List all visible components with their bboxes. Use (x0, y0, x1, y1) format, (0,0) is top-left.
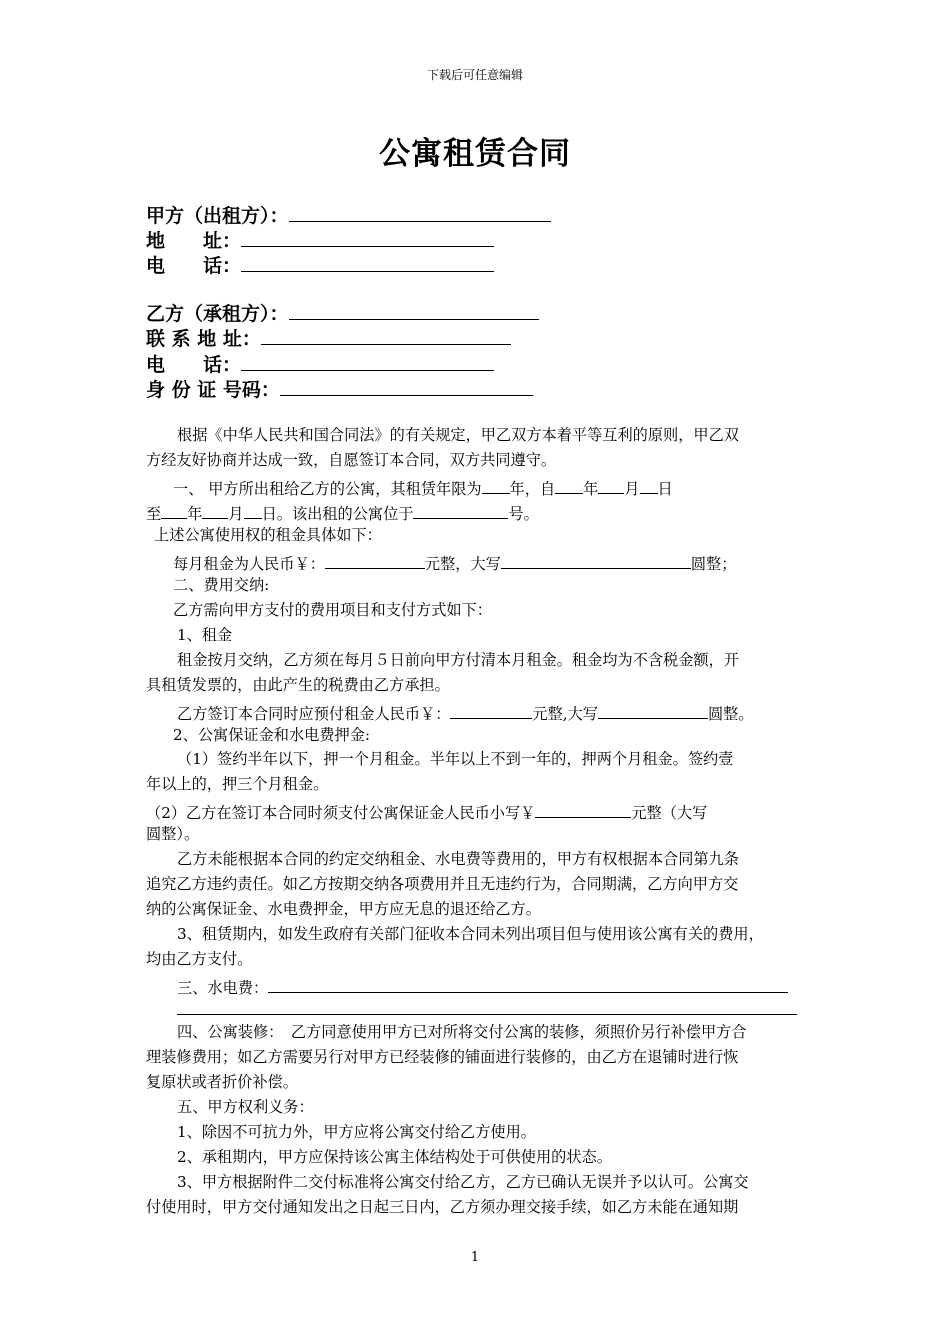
paragraph: 四、公寓装修： 乙方同意使用甲方已对所将交付公寓的装修，须照价另行补偿甲方合 (177, 1023, 747, 1041)
blank (161, 503, 187, 519)
text: 圆整； (690, 555, 737, 573)
rent-line (173, 553, 736, 572)
paragraph: 纳的公寓保证金、水电费押金，甲方应无息的退还给乙方。 (146, 900, 541, 918)
text: 日 (657, 480, 673, 498)
text: （2）乙方在签订本合同时须支付公寓保证金人民币小写￥ (146, 804, 536, 822)
paragraph: 3、租赁期内，如发生政府有关部门征收本合同未列出项目但与使用该公寓有关的费用， (177, 925, 764, 943)
text: 元整,大写 (532, 705, 598, 723)
paragraph: 根据《中华人民共和国合同法》的有关规定，甲乙双方本着平等互利的原则，甲乙双 (177, 426, 739, 444)
party-b-phone-label: 电 话： (146, 354, 242, 376)
blank (501, 553, 691, 569)
party-a-label: 甲方（出租方）： (146, 205, 289, 227)
clause-1-line-2 (146, 503, 539, 522)
blank (450, 703, 532, 719)
paragraph: 追究乙方违约责任。如乙方按期交纳各项费用并且无违约行为，合同期满，乙方向甲方交 (146, 875, 739, 893)
party-b-phone-blank (241, 352, 494, 371)
text: 号。 (508, 505, 539, 523)
paragraph: 乙方需向甲方支付的费用项目和支付方式如下： (173, 601, 492, 619)
text: 三、水电费： (177, 979, 269, 997)
party-b-phone-line (146, 350, 494, 377)
blank (598, 478, 624, 494)
paragraph: 2、公寓保证金和水电费押金: (173, 726, 371, 744)
paragraph: 租金按月交纳，乙方须在每月５日前向甲方付清本月租金。租金均为不含税金额，开 (177, 651, 739, 669)
text: 圆整。 (707, 705, 754, 723)
blank (413, 503, 508, 519)
party-b-id-label: 身 份 证 号码： (146, 379, 280, 401)
party-b-id-blank (280, 377, 533, 396)
party-b-contact-label: 联 系 地 址： (146, 328, 261, 350)
text: 每月租金为人民币￥： (173, 555, 325, 573)
text: 年 (187, 505, 203, 523)
party-a-line (146, 201, 551, 228)
party-a-phone-blank (241, 253, 494, 272)
party-b-label: 乙方（承租方）： (146, 303, 289, 325)
paragraph: 付使用时，甲方交付通知发出之日起三日内，乙方须办理交接手续，如乙方未能在通知期 (146, 1198, 739, 1216)
paragraph: 1、除因不可抗力外，甲方应将公寓交付给乙方使用。 (177, 1123, 536, 1141)
paragraph: 均由乙方支付。 (146, 950, 253, 968)
blank (202, 503, 228, 519)
paragraph: 年以上的，押三个月租金。 (146, 775, 329, 793)
paragraph: 方经友好协商并达成一致，自愿签订本合同，双方共同遵守。 (146, 451, 557, 469)
utilities-line (177, 977, 788, 996)
party-b-contact-line (146, 324, 511, 351)
paragraph: 3、甲方根据附件二交付标准将公寓交付给乙方，乙方已确认无误并予以认可。公寓交 (177, 1173, 749, 1191)
party-b-id-line (146, 375, 533, 402)
utilities-blank-line (177, 1014, 797, 1015)
section-heading: 五、甲方权利义务： (177, 1098, 314, 1116)
party-a-phone-label: 电 话： (146, 255, 242, 277)
blank (555, 478, 583, 494)
clause-1-line-1 (173, 478, 673, 497)
party-b-line (146, 299, 539, 326)
party-b-blank (289, 301, 539, 320)
text: 年，自 (509, 480, 556, 498)
paragraph: 复原状或者折价补偿。 (146, 1073, 298, 1091)
text: 一、 甲方所出租给乙方的公寓，其租赁年限为 (173, 480, 482, 498)
blank (640, 478, 658, 494)
text: 元整（大写 (631, 804, 708, 822)
party-a-address-blank (241, 228, 494, 247)
party-b-contact-blank (261, 326, 511, 345)
blank (268, 977, 788, 993)
paragraph: 圆整）。 (146, 825, 200, 843)
header-note: 下载后可任意编辑 (426, 68, 523, 82)
blank (598, 703, 708, 719)
page-number: 1 (470, 1250, 480, 1265)
party-a-phone-line (146, 251, 494, 278)
paragraph: 2、承租期内，甲方应保持该公寓主体结构处于可供使用的状态。 (177, 1148, 612, 1166)
paragraph: （1）签约半年以下，押一个月租金。半年以上不到一年的，押两个月租金。签约壹 (177, 750, 734, 768)
text: 至 (146, 505, 162, 523)
blank (244, 503, 262, 519)
text: 月 (624, 480, 640, 498)
party-a-blank (289, 203, 551, 222)
text: 乙方签订本合同时应预付租金人民币￥： (177, 705, 451, 723)
text: 月 (228, 505, 244, 523)
party-a-address-line (146, 226, 494, 253)
paragraph: 理装修费用；如乙方需要另行对甲方已经装修的铺面进行装修的，由乙方在退铺时进行恢 (146, 1048, 739, 1066)
paragraph: 1、租金 (177, 626, 233, 644)
deposit-line (146, 802, 707, 821)
party-a-address-label: 地 址： (146, 230, 242, 252)
text: 日。该出租的公寓位于 (261, 505, 414, 523)
paragraph: 上述公寓使用权的租金具体如下： (154, 526, 382, 544)
section-heading: 二、费用交纳: (173, 576, 270, 594)
blank (482, 478, 510, 494)
text: 年 (583, 480, 599, 498)
prepay-line (177, 703, 754, 722)
paragraph: 具租赁发票的，由此产生的税费由乙方承担。 (146, 676, 450, 694)
blank (535, 802, 631, 818)
paragraph: 乙方未能根据本合同的约定交纳租金、水电费等费用的，甲方有权根据本合同第九条 (177, 850, 739, 868)
document-title: 公寓租赁合同 (379, 136, 571, 172)
text: 元整，大写 (424, 555, 501, 573)
blank (325, 553, 425, 569)
